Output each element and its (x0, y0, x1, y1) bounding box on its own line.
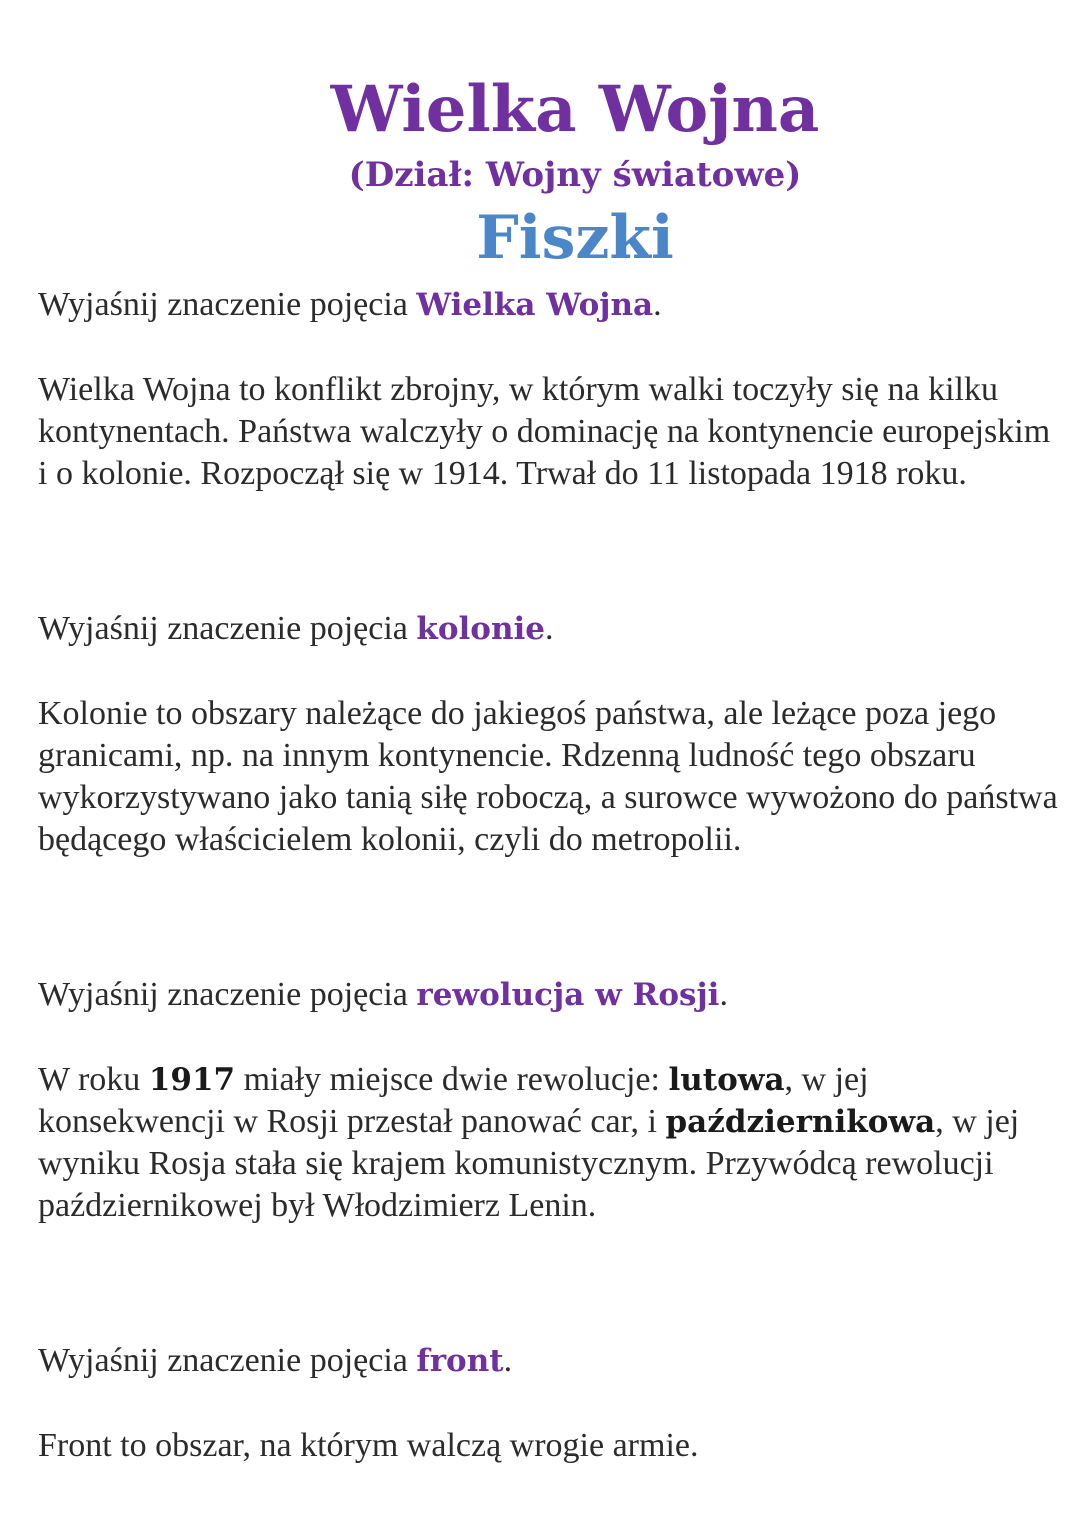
page-header (0, 70, 1080, 276)
answer-text: W roku (38, 1061, 149, 1098)
question-prefix: Wyjaśnij znaczenie pojęcia (38, 286, 417, 323)
question-term: Wielka Wojna (416, 287, 654, 323)
question-suffix: . (653, 286, 662, 323)
card-1-question (38, 284, 1058, 326)
flashcards-label: Fiszki (476, 203, 674, 273)
card-2-answer: Kolonie to obszary należące do jakiegoś państwa, ale leżące poza jego granicami, np. na innym kontynencie. Rdzenną ludność tego obszaru wykorzystywano jako tanią siłę roboczą, a surowce wywożono do państwa będącego właścicielem kolonii, czyli do metropolii. (38, 695, 1058, 858)
answer-text: miały miejsce dwie rewolucje: (235, 1061, 669, 1098)
question-term: front (416, 1343, 504, 1379)
page-title: Wielka Wojna (330, 72, 820, 147)
card-2-question (38, 608, 1058, 650)
answer-text: , w jej wyniku Rosja stała się krajem komunistycznym. Przywódcą rewolucji październikowej był Włodzimierz Lenin. (38, 1103, 1020, 1224)
card-1-answer: Wielka Wojna to konflikt zbrojny, w którym walki toczyły się na kilku kontynentach. Państwa walczyły o dominację na kontynencie europejskim i o kolonie. Rozpoczął się w 1914. Trwał do 11 listopada 1918 roku. (38, 371, 1051, 492)
question-prefix: Wyjaśnij znaczenie pojęcia (38, 1342, 417, 1379)
answer-bold-year: 1917 (148, 1062, 236, 1098)
answer-text: , w jej konsekwencji w Rosji przestał panować car, i (38, 1061, 869, 1140)
answer-bold-pazdziernikowa: październikowa (665, 1104, 936, 1140)
question-prefix: Wyjaśnij znaczenie pojęcia (38, 976, 417, 1013)
question-suffix: . (545, 610, 554, 647)
card-3-answer (38, 1059, 1058, 1227)
page-subtitle: (Dział: Wojny światowe) (348, 155, 802, 195)
question-suffix: . (719, 976, 728, 1013)
question-term: rewolucja w Rosji (416, 977, 720, 1013)
card-4-question (38, 1340, 1058, 1382)
card-3-question (38, 974, 1058, 1016)
card-4-answer: Front to obszar, na którym walczą wrogie armie. (38, 1427, 699, 1464)
question-suffix: . (503, 1342, 513, 1379)
question-term: kolonie (416, 611, 546, 647)
question-prefix: Wyjaśnij znaczenie pojęcia (38, 610, 417, 647)
answer-bold-lutowa: lutowa (668, 1062, 785, 1098)
